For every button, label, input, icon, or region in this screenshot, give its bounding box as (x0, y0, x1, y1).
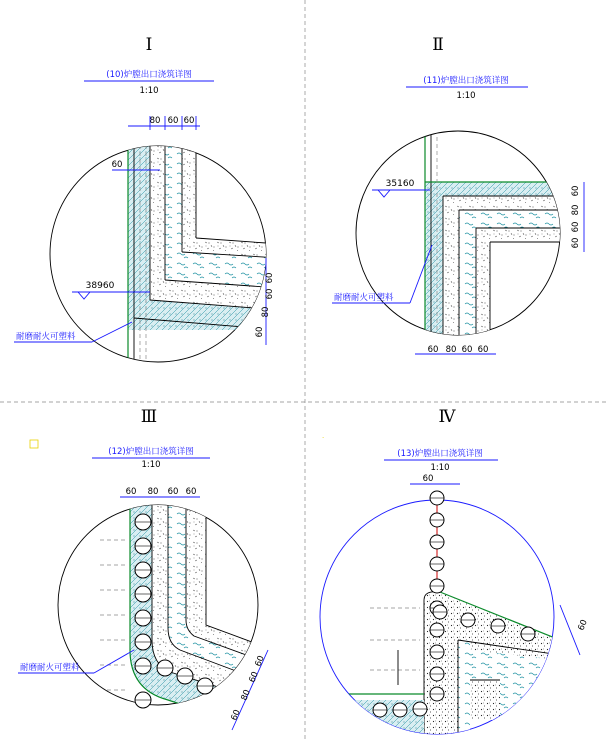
panel-3-top-dim-1: 60 (125, 487, 137, 497)
panel-3-side-dim-2: 60 (247, 670, 261, 685)
detail-panel-3 (18, 407, 268, 730)
panel-3-title: (12)炉膛出口浇筑详图 (108, 447, 194, 457)
panel-2-bottom-dim-2: 80 (445, 345, 457, 355)
panel-2-section (425, 130, 565, 340)
panel-1-side-dim-3: 80 (261, 306, 271, 318)
panel-1-side-dim-4: 60 (255, 326, 265, 338)
panel-2-scale: 1:10 (456, 91, 476, 101)
panel-2-side-dim-2: 80 (571, 204, 581, 216)
panel-1-side-dim-1: 60 (265, 272, 275, 284)
panel-1-top-dim-3: 60 (183, 116, 195, 126)
detail-panel-1 (14, 35, 280, 362)
panel-4-marker-icon: · (322, 434, 325, 442)
panel-1-top-dim-1: 80 (149, 116, 161, 126)
panel-1-side-dim-2: 60 (265, 288, 275, 300)
panel-1-section (128, 110, 280, 362)
panel-3-roman: Ⅲ (140, 407, 158, 427)
panel-1-top-dim-2: 60 (167, 116, 179, 126)
panel-2-bottom-dim-3: 60 (461, 345, 473, 355)
panel-1-left-dim: 60 (111, 160, 123, 170)
panel-3-note: 耐磨耐火可塑料 (20, 663, 80, 673)
panel-4-side-dim: 60 (576, 618, 590, 633)
panel-3-top-dim-3: 60 (167, 487, 179, 497)
detail-panel-2 (332, 35, 584, 355)
panel-3-side-dim-1: 60 (253, 654, 267, 669)
panel-3-side-dim-4: 60 (229, 708, 243, 723)
panel-1-note: 耐磨耐火可塑料 (16, 332, 76, 342)
panel-4-top-dim: 60 (422, 474, 434, 484)
panel-3-section (100, 500, 260, 730)
detail-panel-4 (320, 407, 590, 741)
panel-4-scale: 1:10 (430, 463, 450, 473)
panel-3-side-dim-3: 80 (239, 688, 253, 703)
panel-3-marker-icon (30, 440, 38, 448)
panel-2-elevation: 35160 (385, 179, 415, 189)
panel-1-elevation: 38960 (85, 281, 115, 291)
panel-2-side-dim-3: 60 (571, 221, 581, 233)
panel-1-title: (10)炉膛出口浇筑详图 (106, 70, 192, 80)
panel-2-bottom-dim-1: 60 (427, 345, 439, 355)
panel-3-top-dim-2: 80 (147, 487, 159, 497)
panel-2-note: 耐磨耐火可塑料 (334, 293, 394, 303)
panel-1-scale: 1:10 (139, 86, 159, 96)
panel-2-title: (11)炉膛出口浇筑详图 (423, 76, 509, 86)
panel-3-top-dim-4: 60 (185, 487, 197, 497)
panel-2-roman: Ⅱ (432, 35, 444, 55)
panel-1-roman: Ⅰ (145, 35, 153, 55)
panel-2-side-dim-1: 60 (571, 185, 581, 197)
panel-3-scale: 1:10 (141, 460, 161, 470)
panel-4-title: (13)炉膛出口浇筑详图 (397, 449, 483, 459)
panel-2-bottom-dim-4: 60 (477, 345, 489, 355)
panel-2-side-dim-4: 60 (571, 237, 581, 249)
panel-4-roman: Ⅳ (438, 407, 456, 427)
